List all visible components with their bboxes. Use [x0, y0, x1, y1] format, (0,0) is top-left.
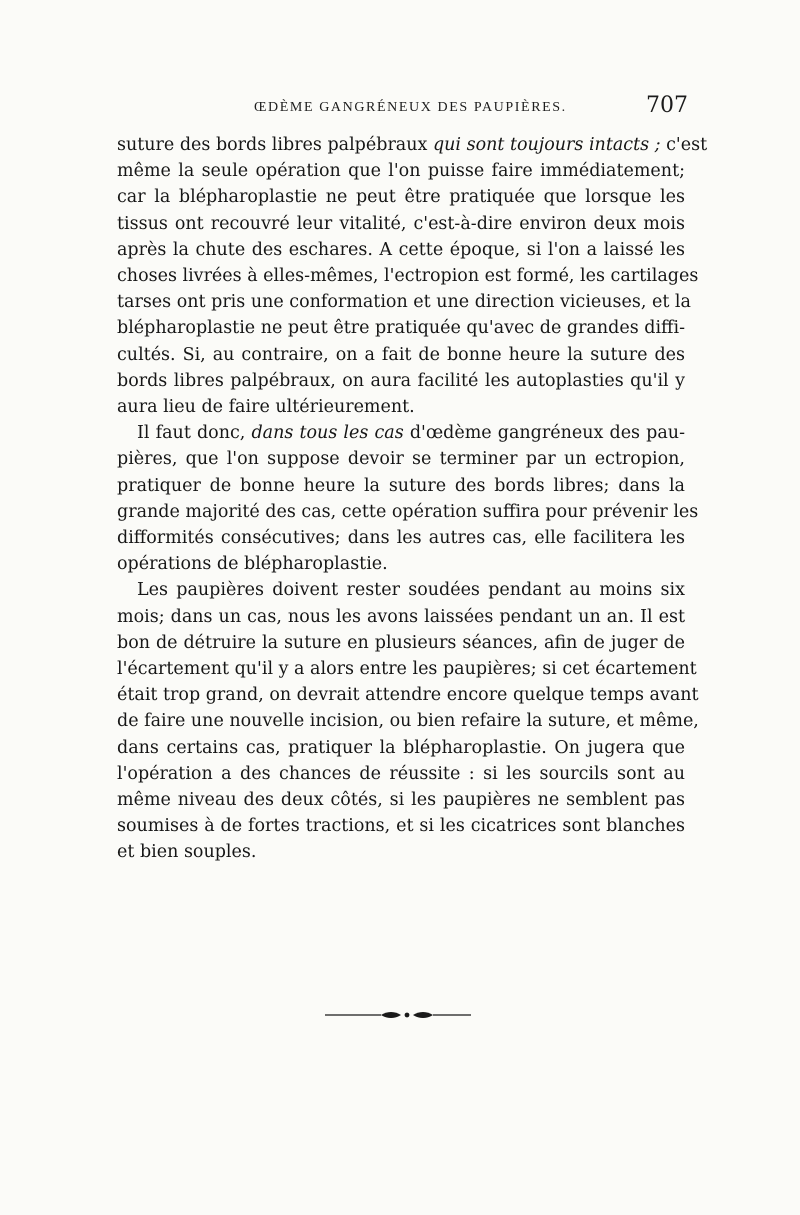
text-line: [117, 368, 685, 394]
text-segment: opérations de blépharoplastie.: [117, 554, 388, 575]
text-segment: de faire une nouvelle incision, ou bien refaire la suture, et même,: [117, 711, 699, 732]
text-segment: même niveau des deux côtés, si les paupières ne semblent pas: [117, 790, 685, 811]
text-segment: c'est: [660, 135, 708, 155]
text-segment: cultés. Si, au contraire, on a fait de bonne heure la suture des: [117, 344, 685, 365]
text-line: [117, 473, 685, 499]
text-line: [117, 315, 685, 341]
text-line: [117, 761, 685, 787]
page-number: 707: [646, 93, 688, 118]
text-line: [117, 289, 691, 315]
text-segment: et bien souples.: [117, 842, 257, 863]
text-line: [117, 237, 685, 263]
text-line: [117, 342, 685, 368]
text-segment: tarses ont pris une conformation et une direction vicieuses, et la: [117, 292, 691, 313]
text-line: [117, 682, 699, 708]
text-line: [117, 132, 708, 158]
text-segment: d'œdème gangréneux des pau-: [403, 423, 685, 444]
text-line: [117, 708, 699, 734]
paragraph: [117, 420, 699, 577]
text-segment: aura lieu de faire ultérieurement.: [117, 397, 415, 418]
text-segment: dans certains cas, pratiquer la blépharoplastie. On jugera que: [117, 737, 685, 758]
italic-text: dans tous les cas: [251, 423, 404, 444]
text-line: [117, 499, 699, 525]
text-segment: mois; dans un cas, nous les avons laissées pendant un an. Il est: [117, 606, 685, 627]
text-segment: Les paupières doivent rester soudées pendant au moins six: [137, 580, 685, 601]
text-line: [117, 735, 685, 761]
text-segment: Il faut donc,: [137, 423, 252, 444]
text-segment: même la seule opération que l'on puisse faire immédiatement;: [117, 161, 685, 182]
text-line: [117, 630, 685, 656]
text-segment: blépharoplastie ne peut être pratiquée qu'avec de grandes diffi-: [117, 318, 685, 339]
paragraph: [117, 577, 699, 865]
text-segment: tissus ont recouvré leur vitalité, c'est-à-dire environ deux mois: [117, 213, 685, 234]
text-segment: car la blépharoplastie ne peut être pratiquée que lorsque les: [117, 187, 685, 208]
text-segment: choses livrées à elles-mêmes, l'ectropion est formé, les cartilages: [117, 266, 699, 287]
text-segment: après la chute des eschares. A cette époque, si l'on a laissé les: [117, 239, 685, 260]
text-line: [117, 577, 685, 603]
running-title: ŒDÈME GANGRÉNEUX DES PAUPIÈRES.: [254, 100, 567, 115]
text-line: [117, 394, 685, 420]
text-line: [117, 211, 685, 237]
text-segment: pières, que l'on suppose devoir se terminer par un ectropion,: [117, 449, 685, 470]
text-line: [117, 525, 685, 551]
italic-text: qui sont toujours intacts ;: [432, 135, 661, 155]
text-line: [117, 158, 685, 184]
text-line: [117, 813, 685, 839]
text-line: [117, 787, 685, 813]
text-line: [117, 551, 685, 577]
text-segment: suture des bords libres palpébraux: [117, 135, 433, 155]
text-line: [117, 420, 685, 446]
text-segment: difformités consécutives; dans les autres cas, elle facilitera les: [117, 528, 685, 549]
text-segment: pratiquer de bonne heure la suture des bords libres; dans la: [117, 475, 685, 496]
text-line: [117, 604, 685, 630]
text-segment: bords libres palpébraux, on aura facilité les autoplasties qu'il y: [117, 370, 685, 391]
text-segment: était trop grand, on devrait attendre encore quelque temps avant: [117, 685, 699, 706]
text-line: [117, 184, 685, 210]
text-line: [117, 263, 699, 289]
text-segment: grande majorité des cas, cette opération suffira pour prévenir les: [117, 501, 699, 522]
text-segment: bon de détruire la suture en plusieurs séances, afin de juger de: [117, 632, 685, 653]
body-text: [117, 132, 708, 866]
text-line: [117, 446, 685, 472]
text-line: [117, 656, 697, 682]
end-ornament-icon: [325, 1011, 471, 1019]
text-segment: l'écartement qu'il y a alors entre les paupières; si cet écartement: [117, 659, 697, 680]
text-segment: soumises à de fortes tractions, et si les cicatrices sont blanches: [117, 816, 685, 837]
text-line: [117, 839, 685, 865]
paragraph: [117, 132, 708, 420]
text-segment: l'opération a des chances de réussite : si les sourcils sont au: [117, 763, 685, 784]
